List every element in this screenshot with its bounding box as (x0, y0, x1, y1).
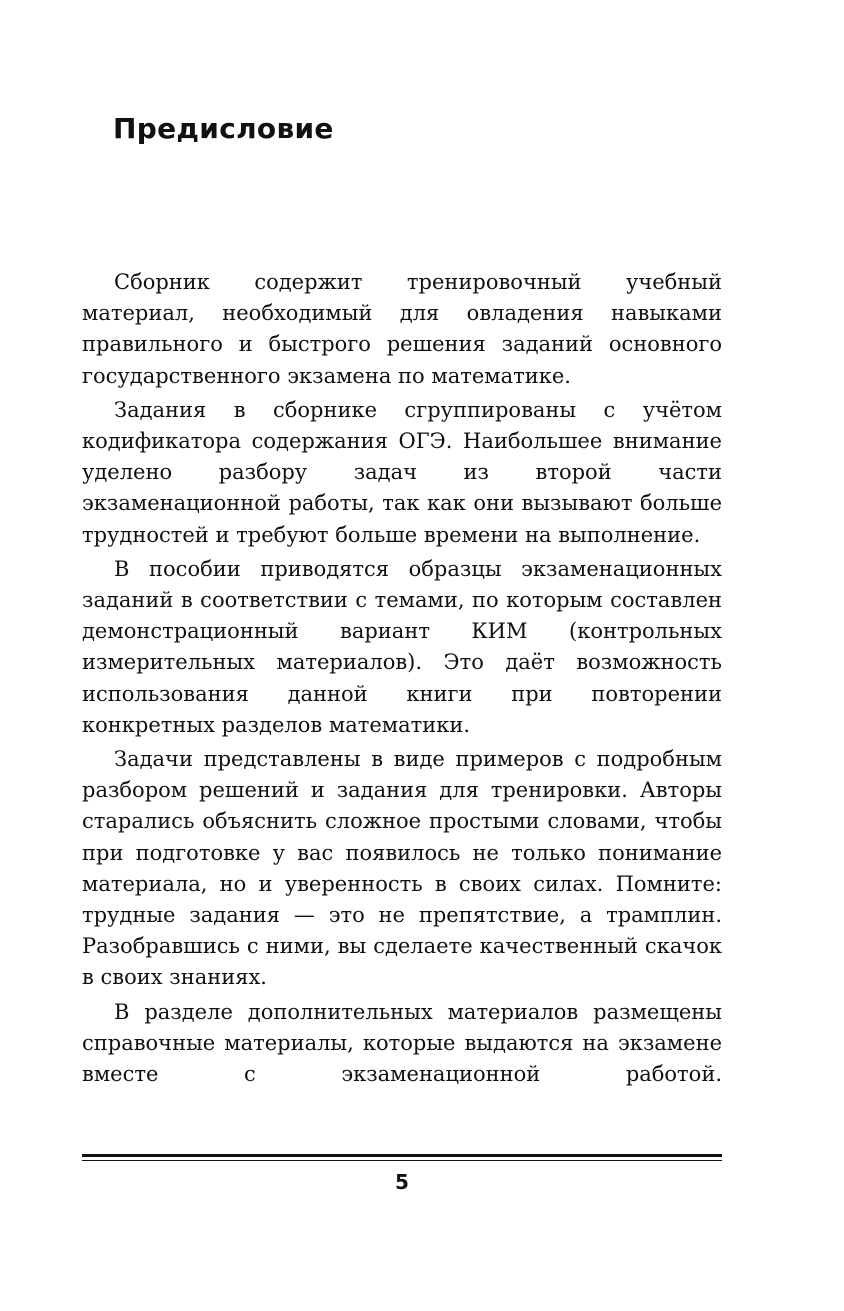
footer-rule-thick (82, 1154, 722, 1157)
footer-rule-thin (82, 1160, 722, 1161)
paragraph-1: Сборник содержит тренировочный учебный материал, необходимый для овладения навыками правильного и быстрого решения заданий основного государственного экзамена по математике. (82, 270, 722, 388)
paragraph-2: Задания в сборнике сгруппированы с учётом кодификатора содержания ОГЭ. Наибольшее внимание уделено разбору задач из второй части экзаменационной работы, так как они вызывают больше трудностей и требуют больше времени на выполнение. (82, 397, 722, 547)
page-title: Предисловие (113, 112, 334, 145)
paragraph-5: В разделе дополнительных материалов размещены справочные материалы, которые выдаются на экзамене вместе с экзаменационной работой. (82, 999, 722, 1087)
body-text (82, 267, 722, 1093)
paragraph-3: В пособии приводятся образцы экзаменационных заданий в соответствии с темами, по которым составлен демонстрационный вариант КИМ (контрольных измерительных материалов). Это даёт возможность использования данной книги при повторении конкретных разделов математики. (82, 556, 722, 737)
page-number: 5 (395, 1170, 409, 1194)
paragraph-4: Задачи представлены в виде примеров с подробным разбором решений и задания для тренировки. Авторы старались объяснить сложное простыми словами, чтобы при подготовке у вас появилось не только понимание материала, но и уверенность в своих силах. Помните: трудные задания — это не препятствие, а трамплин. Разобравшись с ними, вы сделаете качественный скачок в своих знаниях. (82, 747, 722, 990)
